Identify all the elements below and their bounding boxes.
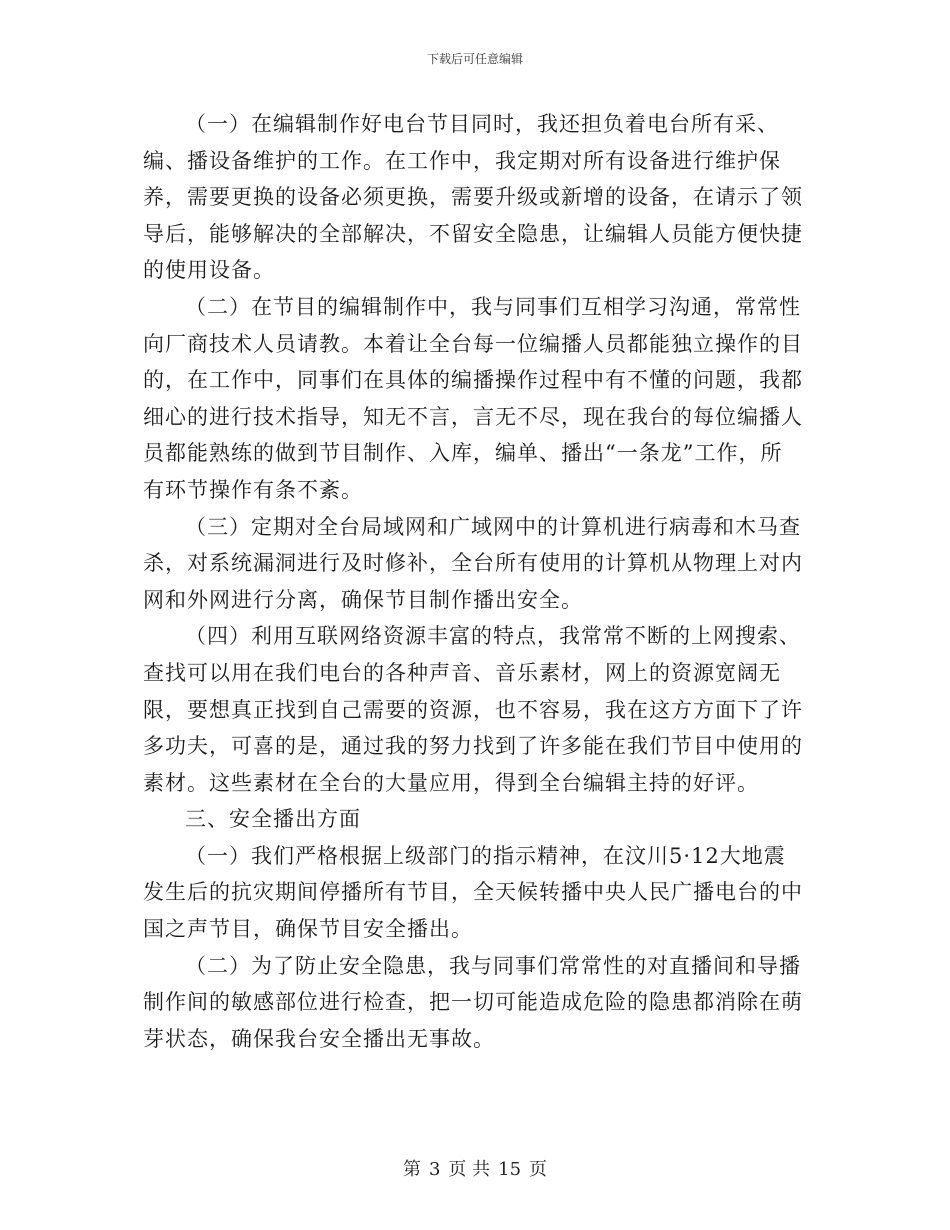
footer-total-pages: 15 <box>498 1159 522 1180</box>
section-heading: 三、安全播出方面 <box>185 807 361 832</box>
footer-middle: 页 共 <box>448 1159 491 1180</box>
paragraph: （一）我们严格根据上级部门的指示精神，在汶川5·12大地震发生后的抗灾期间停播所有节目，全天候转播中央人民广播电台的中国之声节目，确保节目安全播出。 <box>143 843 803 942</box>
page-header: 下载后可任意编辑 <box>426 52 523 66</box>
paragraph: （三）定期对全台局域网和广域网中的计算机进行病毒和木马查杀，对系统漏洞进行及时修补，全台所有使用的计算机从物理上对内网和外网进行分离，确保节目制作播出安全。 <box>143 514 803 612</box>
paragraph: （二）为了防止安全隐患，我与同事们常常性的对直播间和导播制作间的敏感部位进行检查，把一切可能造成危险的隐患都消除在萌芽状态，确保我台安全播出无事故。 <box>143 953 803 1051</box>
footer-prefix: 第 <box>402 1159 421 1180</box>
paragraph: （二）在节目的编辑制作中，我与同事们互相学习沟通，常常性向厂商技术人员请教。本着让全台每一位编播人员都能独立操作的目的，在工作中，同事们在具体的编播操作过程中有不懂的问题，我都细心的进行技术指导，知无不言，言无不尽，现在我台的每位编播人员都能熟练的做到节目制作、入库，编单、播出“一条龙”工作，所有环节操作有条不紊。 <box>143 294 803 502</box>
footer-page-number: 3 <box>428 1159 441 1180</box>
document-body <box>143 106 803 1057</box>
paragraph: （四）利用互联网络资源丰富的特点，我常常不断的上网搜索、查找可以用在我们电台的各种声音、音乐素材，网上的资源宽阔无限，要想真正找到自己需要的资源，也不容易，我在这方方面下了许多功夫，可喜的是，通过我的努力找到了许多能在我们节目中使用的素材。这些素材在全台的大量应用，得到全台编辑主持的好评。 <box>143 624 803 795</box>
page-footer <box>0 1155 950 1181</box>
paragraph: （一）在编辑制作好电台节目同时，我还担负着电台所有采、编、播设备维护的工作。在工作中，我定期对所有设备进行维护保养，需要更换的设备必须更换，需要升级或新增的设备，在请示了领导后，能够解决的全部解决，不留安全隐患，让编辑人员能方便快捷的使用设备。 <box>143 112 803 283</box>
footer-suffix: 页 <box>529 1159 548 1180</box>
